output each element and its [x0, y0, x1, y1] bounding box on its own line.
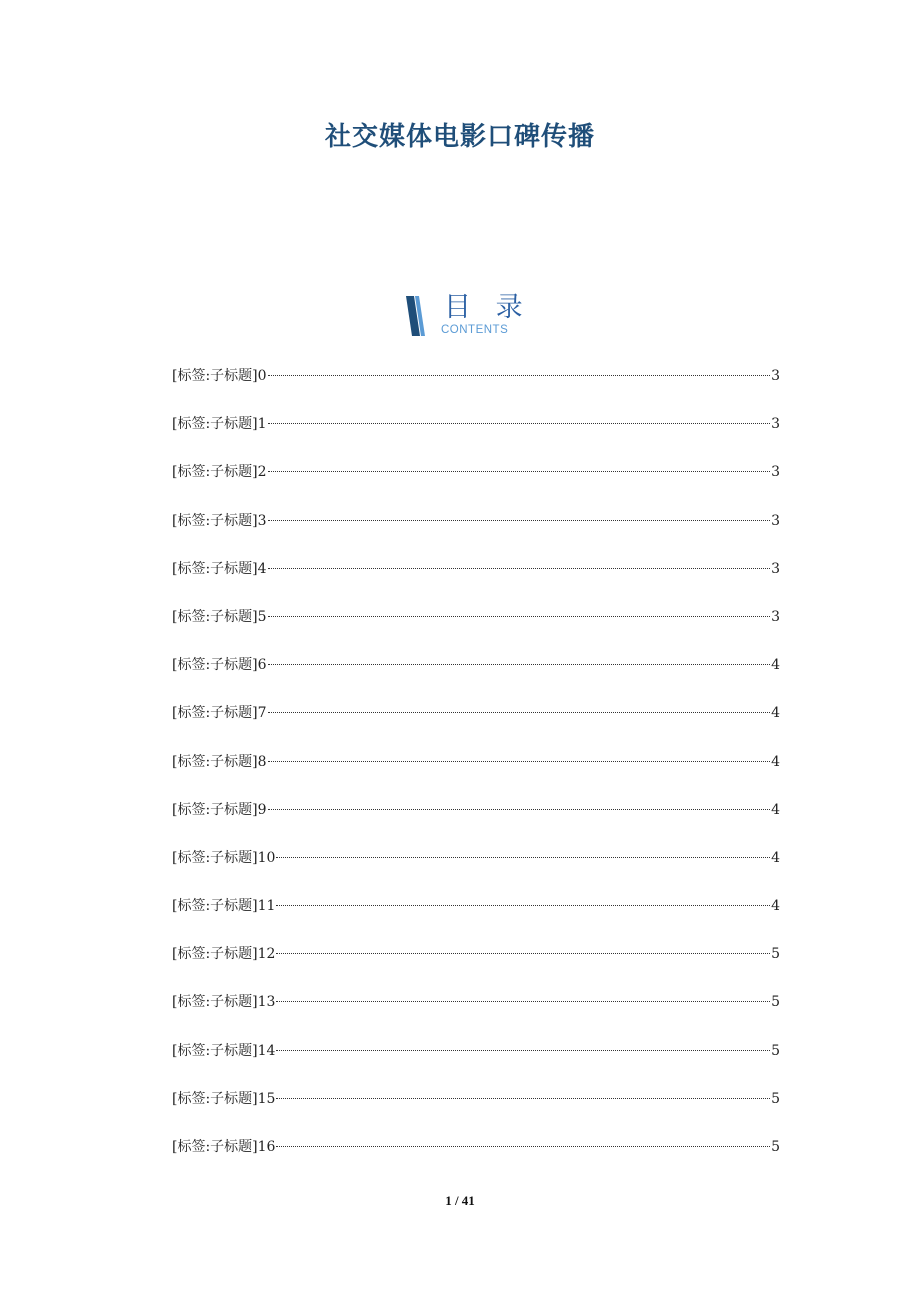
toc-dot-leader: [276, 953, 770, 954]
toc-entry[interactable]: [172, 847, 780, 895]
toc-entry-label: [标签:子标题]2: [172, 464, 267, 481]
toc-dot-leader: [268, 423, 771, 424]
toc-entry-page-number: 5: [771, 1139, 780, 1155]
toc-entry-page-number: 5: [771, 1090, 780, 1107]
toc-entry[interactable]: [172, 991, 780, 1039]
toc-entry-page-number: 4: [771, 705, 780, 722]
toc-entry-label: [标签:子标题]8: [172, 753, 267, 770]
toc-entry-label: [标签:子标题]6: [172, 657, 267, 674]
toc-dot-leader: [268, 520, 771, 521]
toc-entry[interactable]: [172, 413, 780, 461]
table-of-contents: [172, 365, 780, 1184]
toc-dot-leader: [268, 375, 771, 376]
toc-entry[interactable]: [172, 606, 780, 654]
toc-entry-label: [标签:子标题]4: [172, 560, 267, 577]
toc-entry-label: [标签:子标题]16: [172, 1139, 276, 1155]
toc-entry[interactable]: [172, 799, 780, 847]
toc-entry-page-number: 5: [771, 946, 780, 963]
toc-entry[interactable]: [172, 751, 780, 799]
toc-dot-leader: [276, 905, 770, 906]
toc-entry-label: [标签:子标题]7: [172, 705, 267, 722]
toc-entry-page-number: 5: [771, 994, 780, 1011]
page-indicator: 1 / 41: [445, 1193, 475, 1208]
toc-dot-leader: [268, 568, 771, 569]
toc-dot-leader: [268, 471, 771, 472]
toc-entry[interactable]: [172, 365, 780, 413]
toc-entry-page-number: 4: [771, 898, 780, 915]
toc-header: [404, 292, 531, 340]
toc-entry-page-number: 4: [771, 801, 780, 818]
toc-entry-page-number: 3: [771, 608, 780, 625]
toc-dot-leader: [276, 1050, 770, 1051]
toc-entry-page-number: 3: [771, 416, 780, 433]
toc-entry-page-number: 4: [771, 657, 780, 674]
toc-dot-leader: [268, 664, 771, 665]
toc-entry-label: [标签:子标题]11: [172, 898, 276, 915]
toc-entry-label: [标签:子标题]3: [172, 512, 267, 529]
toc-entry-page-number: 3: [771, 512, 780, 529]
toc-entry-page-number: 5: [771, 1042, 780, 1059]
book-spine-logo-icon: [404, 294, 430, 338]
toc-entry[interactable]: [172, 1040, 780, 1088]
toc-entry[interactable]: [172, 895, 780, 943]
toc-entry[interactable]: [172, 1088, 780, 1136]
toc-dot-leader: [268, 809, 771, 810]
toc-entry-label: [标签:子标题]5: [172, 608, 267, 625]
toc-entry-page-number: 3: [771, 368, 780, 384]
toc-dot-leader: [268, 712, 771, 713]
toc-entry-label: [标签:子标题]14: [172, 1042, 276, 1059]
toc-dot-leader: [276, 1146, 770, 1147]
toc-entry[interactable]: [172, 558, 780, 606]
toc-entry-label: [标签:子标题]1: [172, 416, 267, 433]
toc-dot-leader: [276, 857, 770, 858]
toc-entry-page-number: 3: [771, 464, 780, 481]
toc-entry[interactable]: [172, 1136, 780, 1184]
toc-entry[interactable]: [172, 510, 780, 558]
toc-entry[interactable]: [172, 702, 780, 750]
toc-dot-leader: [268, 761, 771, 762]
toc-dot-leader: [276, 1098, 770, 1099]
toc-entry-label: [标签:子标题]10: [172, 849, 276, 866]
toc-subheading: CONTENTS: [441, 324, 509, 336]
toc-entry-page-number: 3: [771, 560, 780, 577]
toc-entry-label: [标签:子标题]12: [172, 946, 276, 963]
toc-entry-label: [标签:子标题]15: [172, 1090, 276, 1107]
toc-entry-page-number: 4: [771, 753, 780, 770]
toc-entry-label: [标签:子标题]13: [172, 994, 276, 1011]
toc-entry-page-number: 4: [771, 849, 780, 866]
toc-dot-leader: [268, 616, 771, 617]
toc-entry[interactable]: [172, 461, 780, 509]
toc-entry-label: [标签:子标题]9: [172, 801, 267, 818]
toc-entry-label: [标签:子标题]0: [172, 368, 267, 384]
toc-entry[interactable]: [172, 943, 780, 991]
toc-heading: 目 录: [444, 292, 531, 323]
toc-entry[interactable]: [172, 654, 780, 702]
document-title: 社交媒体电影口碑传播: [324, 122, 595, 152]
toc-dot-leader: [276, 1001, 770, 1002]
